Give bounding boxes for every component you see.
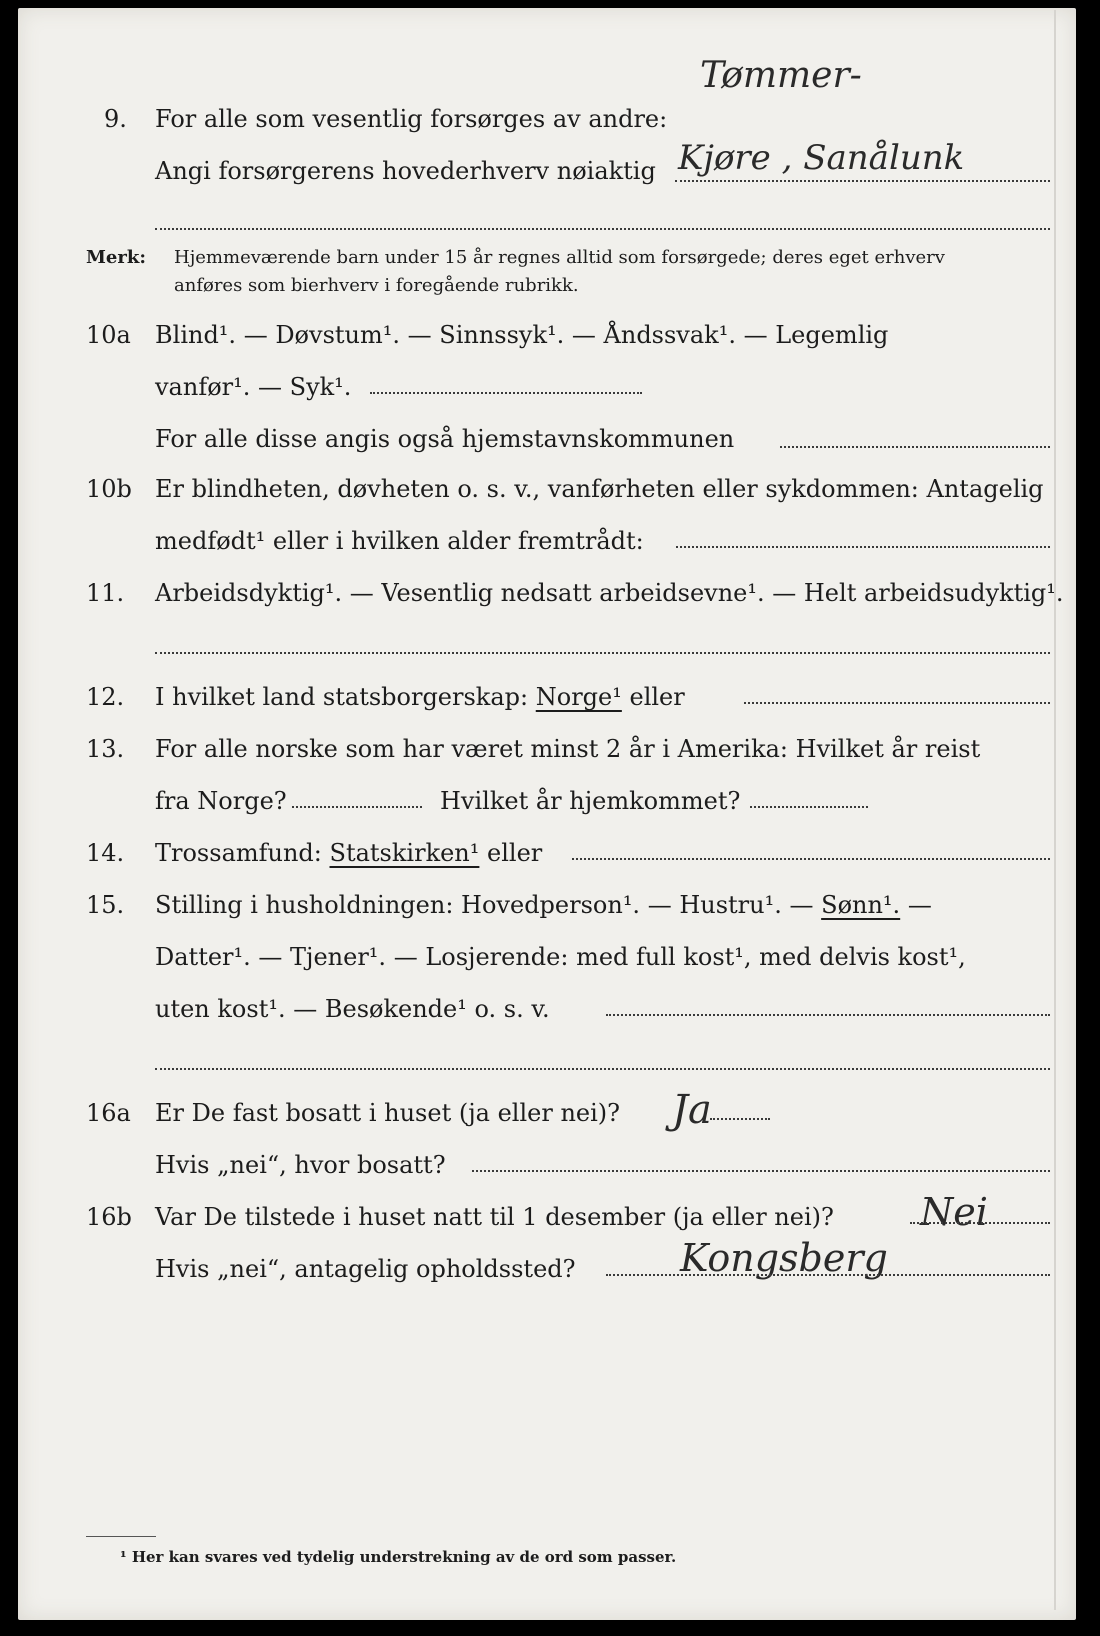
q11-line1: Arbeidsdyktig¹. — Vesentlig nedsatt arbeidsevne¹. — Helt arbeidsudyktig¹. <box>155 579 1064 607</box>
q9-line1: For alle som vesentlig forsørges av andre: <box>155 105 668 133</box>
handwritten-occupation: Kjøre , Sanålunk <box>678 138 965 178</box>
q16b-line2: Hvis „nei“, antagelig opholdssted? <box>155 1255 576 1283</box>
q9-number: 9. <box>104 105 127 133</box>
q15-number: 15. <box>86 891 125 919</box>
q12-number: 12. <box>86 683 125 711</box>
q15-extra-line <box>155 1068 1050 1070</box>
handwritten-kongsberg: Kongsberg <box>680 1236 888 1280</box>
footnote <box>120 1548 676 1566</box>
handwritten-occupation-top: Tømmer- <box>700 55 862 96</box>
q16a-number: 16a <box>86 1099 131 1127</box>
q16b-line1: Var De tilstede i huset natt til 1 desember (ja eller nei)? <box>155 1203 834 1231</box>
q12-norge-underlined: Norge¹ <box>535 683 622 711</box>
q13-line2b: Hvilket år hjemkommet? <box>440 787 741 815</box>
q14-line <box>155 838 542 868</box>
q16a-line2: Hvis „nei“, hvor bosatt? <box>155 1151 446 1179</box>
q13-reist-line <box>292 806 422 808</box>
q15-answer-line <box>606 1014 1050 1016</box>
page-edge <box>1054 10 1056 1610</box>
q16b-answer-line <box>910 1222 1050 1224</box>
q10b-line2: medfødt¹ eller i hvilken alder fremtrådt: <box>155 527 644 555</box>
q14-answer-line <box>572 858 1050 860</box>
q10a-syk-line <box>370 392 642 394</box>
merk-label: Merk: <box>86 247 146 268</box>
q15-line3: uten kost¹. — Besøkende¹ o. s. v. <box>155 995 550 1023</box>
q15-line1 <box>155 890 932 920</box>
q13-number: 13. <box>86 735 125 763</box>
q16b-place-line <box>606 1274 1050 1276</box>
q13-hjemkommet-line <box>750 806 868 808</box>
q10a-line1: Blind¹. — Døvstum¹. — Sinnssyk¹. — Åndssvak¹. — Legemlig <box>155 321 889 349</box>
q16a-bosatt-line <box>472 1170 1050 1172</box>
q10a-number: 10a <box>86 321 131 349</box>
q12-answer-line <box>744 702 1050 704</box>
footnote-rule <box>86 1536 156 1537</box>
handwritten-nei: Nei <box>920 1190 988 1234</box>
footnote-text: Her kan svares ved tydelig understrekning av de ord som passer. <box>131 1548 677 1566</box>
q13-line2a: fra Norge? <box>155 787 287 815</box>
q10a-line3: For alle disse angis også hjemstavnskommunen <box>155 425 735 453</box>
handwritten-ja: Ja <box>672 1087 712 1133</box>
q10a-kommune-line <box>780 446 1050 448</box>
q15-sonn-underlined: Sønn¹. <box>821 891 901 919</box>
q15-line2: Datter¹. — Tjener¹. — Losjerende: med full kost¹, med delvis kost¹, <box>155 943 966 971</box>
q10a-line2: vanfør¹. — Syk¹. <box>155 373 352 401</box>
q16a-answer-line <box>710 1118 770 1120</box>
q11-extra-line <box>155 652 1050 654</box>
q9-answer-line <box>675 180 1050 182</box>
q9-extra-line <box>155 228 1050 230</box>
q11-number: 11. <box>86 579 125 607</box>
merk-line2: anføres som bierhverv i foregående rubrikk. <box>174 275 579 296</box>
q13-line1: For alle norske som har været minst 2 år i Amerika: Hvilket år reist <box>155 735 981 763</box>
q12-eller: eller <box>629 683 685 711</box>
q14-number: 14. <box>86 839 125 867</box>
q16a-line1: Er De fast bosatt i huset (ja eller nei)? <box>155 1099 621 1127</box>
q14-eller: eller <box>487 839 543 867</box>
q12-text: I hvilket land statsborgerskap: <box>155 683 529 711</box>
q16b-number: 16b <box>86 1203 132 1231</box>
merk-line1: Hjemmeværende barn under 15 år regnes alltid som forsørgede; deres eget erhverv <box>174 247 945 268</box>
q10b-answer-line <box>676 546 1050 548</box>
q14-statskirken-underlined: Statskirken¹ <box>329 839 480 867</box>
q15-line1-dash: — <box>907 891 932 919</box>
q10b-number: 10b <box>86 475 132 503</box>
q15-line1-text: Stilling i husholdningen: Hovedperson¹. — Hustru¹. — <box>155 891 814 919</box>
q10b-line1: Er blindheten, døvheten o. s. v., vanførheten eller sykdommen: Antagelig <box>155 475 1044 503</box>
q9-line2: Angi forsørgerens hovederhverv nøiaktig <box>155 157 656 185</box>
footnote-mark: ¹ <box>120 1548 127 1566</box>
q14-text: Trossamfund: <box>155 839 322 867</box>
q12-line <box>155 682 685 712</box>
